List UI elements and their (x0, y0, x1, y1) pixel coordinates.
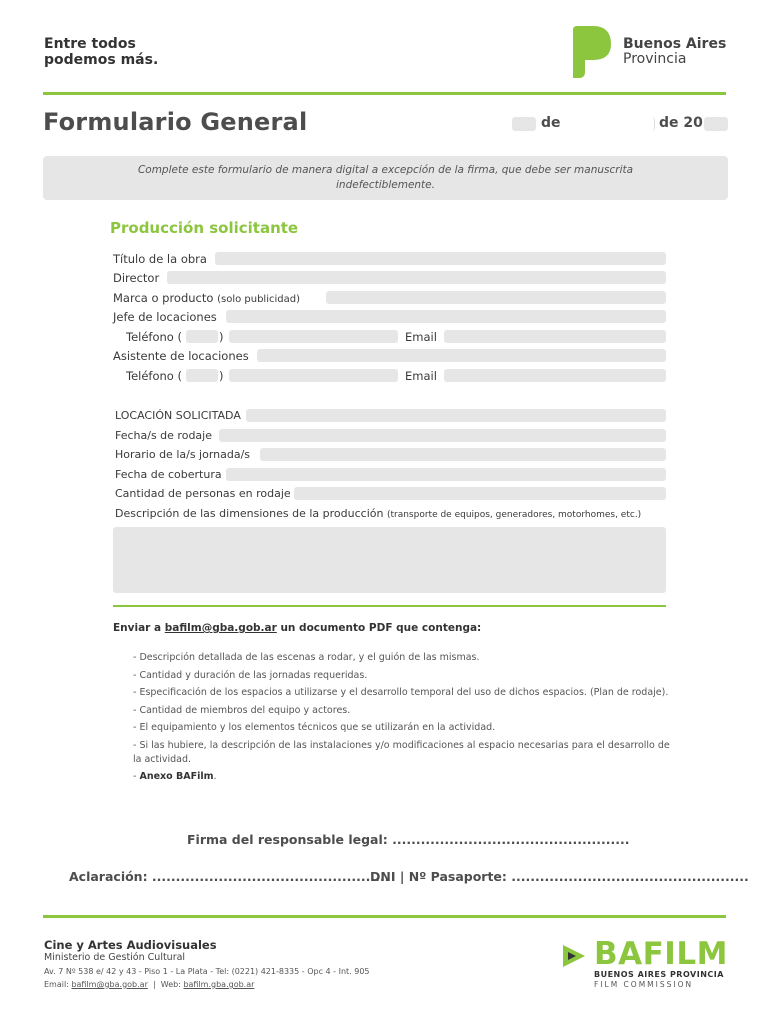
field-horario[interactable] (260, 448, 666, 461)
field-telefono-1[interactable] (229, 330, 398, 343)
field-telefono-2-area[interactable] (186, 369, 218, 382)
instructions-banner: Complete este formulario de manera digital a excepción de la firma, que debe ser manuscrita indefectiblemente. (43, 156, 728, 200)
field-titulo[interactable] (215, 252, 666, 265)
field-locacion[interactable] (246, 409, 666, 422)
footer-contact: Email: bafilm@gba.gob.ar | Web: bafilm.gba.gob.ar (44, 980, 255, 989)
send-instructions: Enviar a bafilm@gba.gob.ar un documento PDF que contenga: (113, 622, 482, 634)
label-locacion: LOCACIÓN SOLICITADA (115, 409, 241, 422)
section-title-produccion: Producción solicitante (110, 219, 299, 237)
field-descripcion[interactable] (113, 527, 666, 593)
field-telefono-2[interactable] (229, 369, 398, 382)
provincia-logo-icon (571, 26, 613, 78)
footer-org: Cine y Artes Audiovisuales (44, 938, 217, 952)
signature-firma[interactable]: Firma del responsable legal: .................................................. (187, 832, 630, 847)
section-divider (113, 605, 666, 607)
signature-dni[interactable]: DNI | Nº Pasaporte: .................................................. (370, 869, 749, 884)
label-titulo: Título de la obra (113, 252, 207, 266)
field-marca[interactable] (326, 291, 666, 304)
footer-address: Av. 7 Nº 538 e/ 42 y 43 - Piso 1 - La Plata - Tel: (0221) 421-8335 - Opc 4 - Int. 905 (44, 967, 370, 976)
brand-line-2: Provincia (623, 51, 687, 67)
field-director[interactable] (167, 271, 666, 284)
label-fechas: Fecha/s de rodaje (115, 429, 212, 442)
date-de-label: de (541, 115, 561, 131)
date-month-field[interactable] (566, 117, 655, 131)
label-telefono-2-close: ) (219, 369, 224, 383)
slogan (44, 36, 158, 68)
requirements-list (133, 651, 673, 788)
brand-line-1: Buenos Aires (623, 36, 727, 52)
label-director: Director (113, 271, 160, 285)
label-email-2: Email (405, 369, 437, 383)
label-descripcion-note: (transporte de equipos, generadores, motorhomes, etc.) (386, 510, 642, 520)
label-horario: Horario de la/s jornada/s (115, 448, 251, 461)
field-asistente[interactable] (257, 349, 666, 362)
form-title: Formulario General (43, 108, 308, 136)
bafilm-logo-line-1: BUENOS AIRES PROVINCIA (594, 970, 724, 979)
label-telefono-1-open: Teléfono ( (126, 330, 182, 344)
bafilm-play-icon (561, 943, 587, 969)
date-year-field[interactable] (704, 117, 728, 131)
slogan-line-2: podemos más. (44, 52, 159, 68)
header-divider (43, 92, 726, 95)
footer-web-link[interactable]: bafilm.gba.gob.ar (183, 980, 255, 989)
label-cantidad: Cantidad de personas en rodaje (115, 487, 291, 500)
date-de20-label: de 20 (659, 115, 703, 131)
field-cantidad[interactable] (294, 487, 666, 500)
label-telefono-1-close: ) (219, 330, 224, 344)
list-item: - Especificación de los espacios a utilizarse y el desarrollo temporal del uso de dichos espacios. (Plan de rodaje). (133, 687, 669, 698)
send-email-link[interactable]: bafilm@gba.gob.ar (164, 622, 277, 634)
list-item: - El equipamiento y los elementos técnicos que se utilizarán en la actividad. (133, 722, 496, 733)
label-marca-note: (solo publicidad) (217, 294, 300, 305)
label-marca: Marca o producto (solo publicidad) (113, 291, 300, 305)
slogan-line-1: Entre todos (44, 36, 136, 52)
label-descripcion: Descripción de las dimensiones de la producción (transporte de equipos, generadores, motorhomes, etc.) (115, 507, 642, 520)
list-item: - Descripción detallada de las escenas a rodar, y el guión de las mismas. (133, 652, 480, 663)
field-telefono-1-area[interactable] (186, 330, 218, 343)
label-jefe: Jefe de locaciones (113, 310, 217, 324)
field-email-2[interactable] (444, 369, 666, 382)
list-item-anexo: - Anexo BAFilm. (133, 771, 217, 782)
signature-aclaracion[interactable]: Aclaración: .................................................. (69, 869, 390, 884)
list-item: - Cantidad y duración de las jornadas requeridas. (133, 669, 368, 681)
label-telefono-2-open: Teléfono ( (126, 369, 182, 383)
label-asistente: Asistente de locaciones (113, 349, 249, 363)
footer-divider (43, 915, 726, 918)
date-day-field[interactable] (512, 117, 536, 131)
field-email-1[interactable] (444, 330, 666, 343)
list-item: - Cantidad de miembros del equipo y actores. (133, 704, 351, 716)
label-cobertura: Fecha de cobertura (115, 468, 222, 481)
field-cobertura[interactable] (226, 468, 666, 481)
label-email-1: Email (405, 330, 437, 344)
footer-email-link[interactable]: bafilm@gba.gob.ar (71, 980, 148, 989)
bafilm-logo-text: BAFILM (594, 936, 728, 972)
list-item: - Si las hubiere, la descripción de las instalaciones y/o modificaciones al espacio necesarias para el desarrollo de la actividad. (133, 739, 670, 765)
footer-ministry: Ministerio de Gestión Cultural (44, 952, 186, 963)
field-fechas[interactable] (219, 429, 666, 442)
bafilm-logo-line-2: FILM COMMISSION (594, 980, 694, 989)
field-jefe[interactable] (226, 310, 666, 323)
